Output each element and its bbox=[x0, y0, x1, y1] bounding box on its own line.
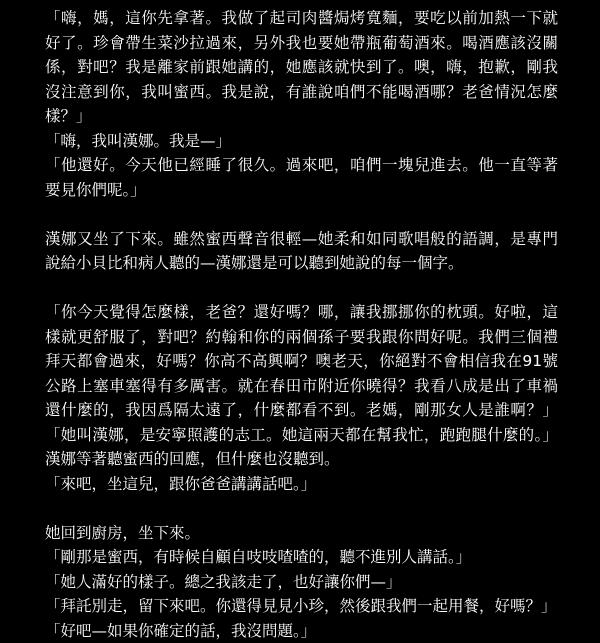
text-line: 樣就更舒服了，對吧？約翰和你的兩個孫子要我跟你問好呢。我們三個禮 bbox=[45, 325, 558, 350]
text-line: 還什麼的，我因爲隔太遠了，什麼都看不到。老媽，剛那女人是誰啊？」 bbox=[45, 398, 558, 423]
text-line: 「嗨，媽，這你先拿著。我做了起司肉醬焗烤寬麵，要吃以前加熱一下就 bbox=[45, 6, 558, 31]
text-line: 公路上塞車塞得有多厲害。就在春田市附近你曉得？我看八成是出了車禍 bbox=[45, 374, 558, 399]
text-line: 沒注意到你，我叫蜜西。我是說，有誰說咱們不能喝酒哪？老爸情況怎麼 bbox=[45, 80, 558, 105]
text-line: 漢娜又坐了下來。雖然蜜西聲音很輕—她柔和如同歌唱般的語調，是專門 bbox=[45, 227, 558, 252]
text-line: 「好吧—如果你確定的話，我沒問題。」 bbox=[45, 619, 558, 643]
text-line: 「嗨，我叫漢娜。我是—」 bbox=[45, 129, 558, 154]
text-line: 「拜託別走，留下來吧。你還得見見小珍，然後跟我們一起用餐，好嗎？」 bbox=[45, 594, 558, 619]
paragraph-gap bbox=[45, 276, 558, 301]
text-line: 「剛那是蜜西，有時候自顧自吱吱喳喳的，聽不進別人講話。」 bbox=[45, 545, 558, 570]
text-line: 拜天都會過來，好嗎？你高不高興啊？噢老天，你絕對不會相信我在91號 bbox=[45, 349, 558, 374]
text-line: 樣？」 bbox=[45, 104, 558, 129]
paragraph-gap bbox=[45, 202, 558, 227]
text-line: 她回到廚房，坐下來。 bbox=[45, 521, 558, 546]
text-line: 係，對吧？我是離家前跟她講的，她應該就快到了。噢，嗨，抱歉，剛我 bbox=[45, 55, 558, 80]
text-line: 「她人滿好的樣子。總之我該走了，也好讓你們—」 bbox=[45, 570, 558, 595]
text-line: 「她叫漢娜，是安寧照護的志工。她這兩天都在幫我忙，跑跑腿什麼的。」 bbox=[45, 423, 558, 448]
text-line: 「他還好。今天他已經睡了很久。過來吧，咱們一塊兒進去。他一直等著 bbox=[45, 153, 558, 178]
text-line: 好了。珍會帶生菜沙拉過來，另外我也要她帶瓶葡萄酒來。喝酒應該沒關 bbox=[45, 31, 558, 56]
text-line: 要見你們呢。」 bbox=[45, 178, 558, 203]
text-line: 「你今天覺得怎麼樣，老爸？還好嗎？哪，讓我挪挪你的枕頭。好啦，這 bbox=[45, 300, 558, 325]
text-line: 「來吧，坐這兒，跟你爸爸講講話吧。」 bbox=[45, 472, 558, 497]
paragraph-gap bbox=[45, 496, 558, 521]
text-line: 說給小貝比和病人聽的—漢娜還是可以聽到她說的每一個字。 bbox=[45, 251, 558, 276]
text-line: 漢娜等著聽蜜西的回應，但什麼也沒聽到。 bbox=[45, 447, 558, 472]
